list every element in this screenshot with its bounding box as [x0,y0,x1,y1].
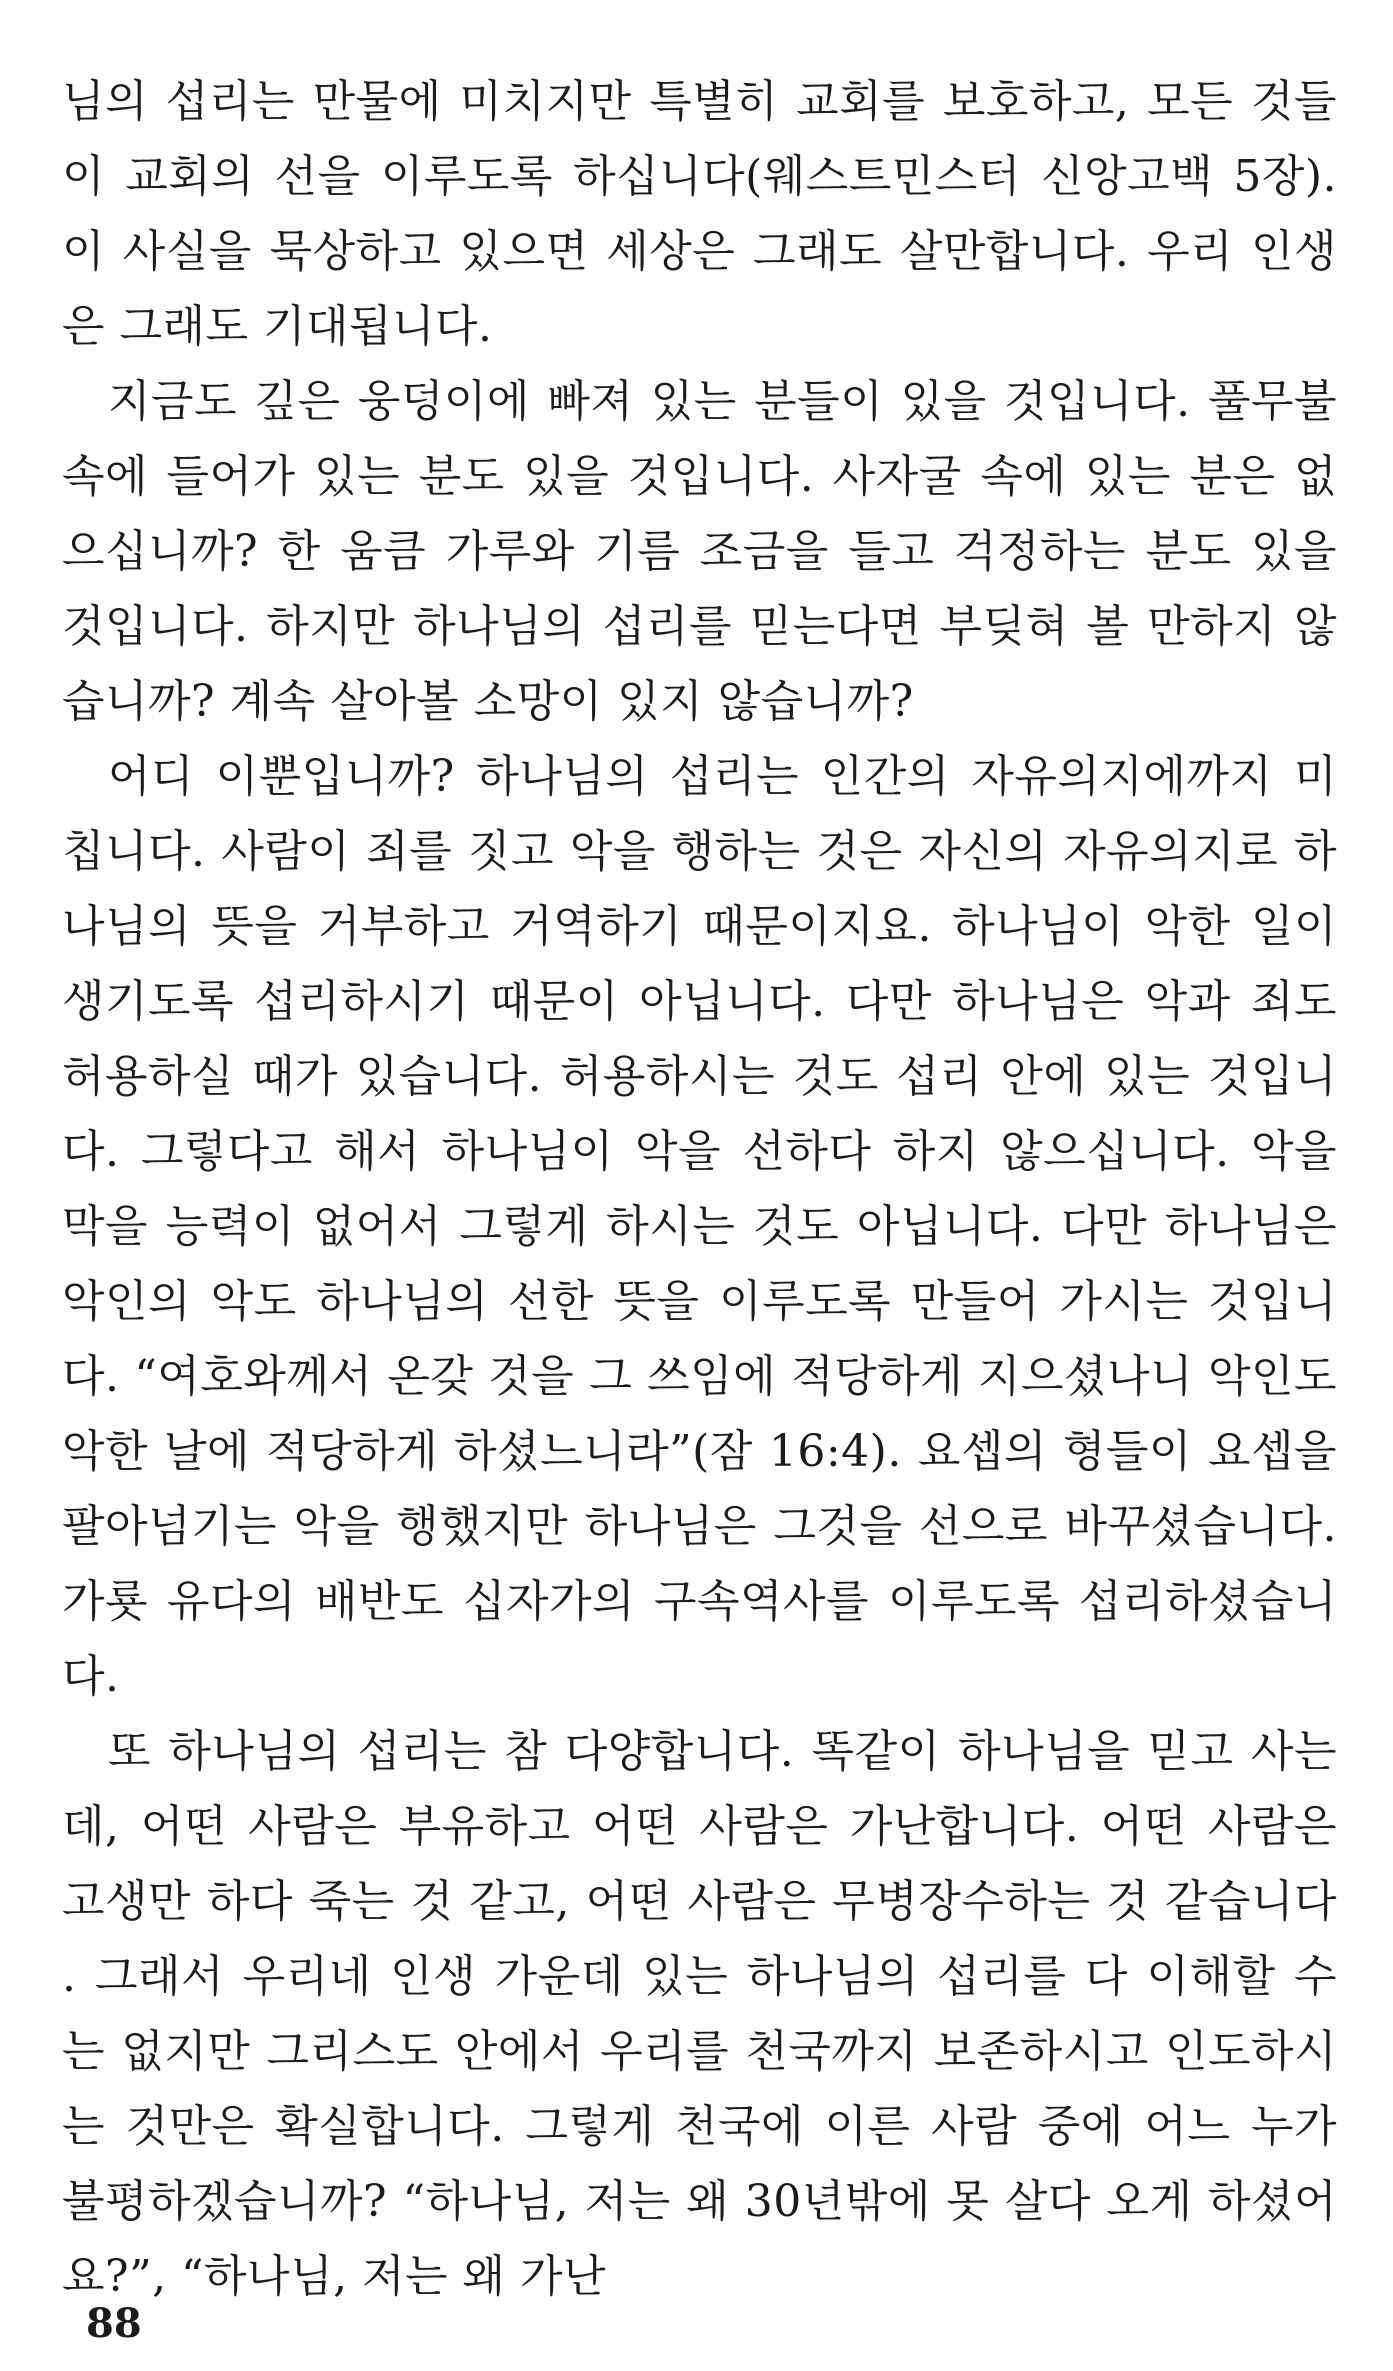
text-block [62,64,1337,2314]
page-number: 88 [86,2300,142,2347]
paragraph: 님의 섭리는 만물에 미치지만 특별히 교회를 보호하고, 모든 것들이 교회의 선을 이루도록 하십니다(웨스트민스터 신앙고백 5장). 이 사실을 묵상하고 있으면 세상은 그래도 살만합니다. 우리 인생은 그래도 기대됩니다. [62,76,1337,352]
paragraph: 지금도 깊은 웅덩이에 빠져 있는 분들이 있을 것입니다. 풀무불 속에 들어가 있는 분도 있을 것입니다. 사자굴 속에 있는 분은 없으십니까? 한 움큼 가루와 기름 조금을 들고 걱정하는 분도 있을 것입니다. 하지만 하나님의 섭리를 믿는다면 부딪혀 볼 만하지 않습니까? 계속 살아볼 소망이 있지 않습니까? [62,376,1337,727]
paragraph: 어디 이뿐입니까? 하나님의 섭리는 인간의 자유의지에까지 미칩니다. 사람이 죄를 짓고 악을 행하는 것은 자신의 자유의지로 하나님의 뜻을 거부하고 거역하기 때문이지요. 하나님이 악한 일이 생기도록 섭리하시기 때문이 아닙니다. 다만 하나님은 악과 죄도 허용하실 때가 있습니다. 허용하시는 것도 섭리 안에 있는 것입니다. 그렇다고 해서 하나님이 악을 선하다 하지 않으십니다. 악을 막을 능력이 없어서 그렇게 하시는 것도 아닙니다. 다만 하나님은 악인의 악도 하나님의 선한 뜻을 이루도록 만들어 가시는 것입니다. “여호와께서 온갖 것을 그 쓰임에 적당하게 지으셨나니 악인도 악한 날에 적당하게 하셨느니라”(잠 16:4). 요셉의 형들이 요셉을 팔아넘기는 악을 행했지만 하나님은 그것을 선으로 바꾸셨습니다. 가룟 유다의 배반도 십자가의 구속역사를 이루도록 섭리하셨습니다. [62,751,1337,1702]
paragraph: 또 하나님의 섭리는 참 다양합니다. 똑같이 하나님을 믿고 사는데, 어떤 사람은 부유하고 어떤 사람은 가난합니다. 어떤 사람은 고생만 하다 죽는 것 같고, 어떤 사람은 무병장수하는 것 같습니다. 그래서 우리네 인생 가운데 있는 하나님의 섭리를 다 이해할 수는 없지만 그리스도 안에서 우리를 천국까지 보존하시고 인도하시는 것만은 확실합니다. 그렇게 천국에 이른 사람 중에 어느 누가 불평하겠습니까? “하나님, 저는 왜 30년밖에 못 살다 오게 하셨어요?”, “하나님, 저는 왜 가난 [62,1726,1337,2302]
